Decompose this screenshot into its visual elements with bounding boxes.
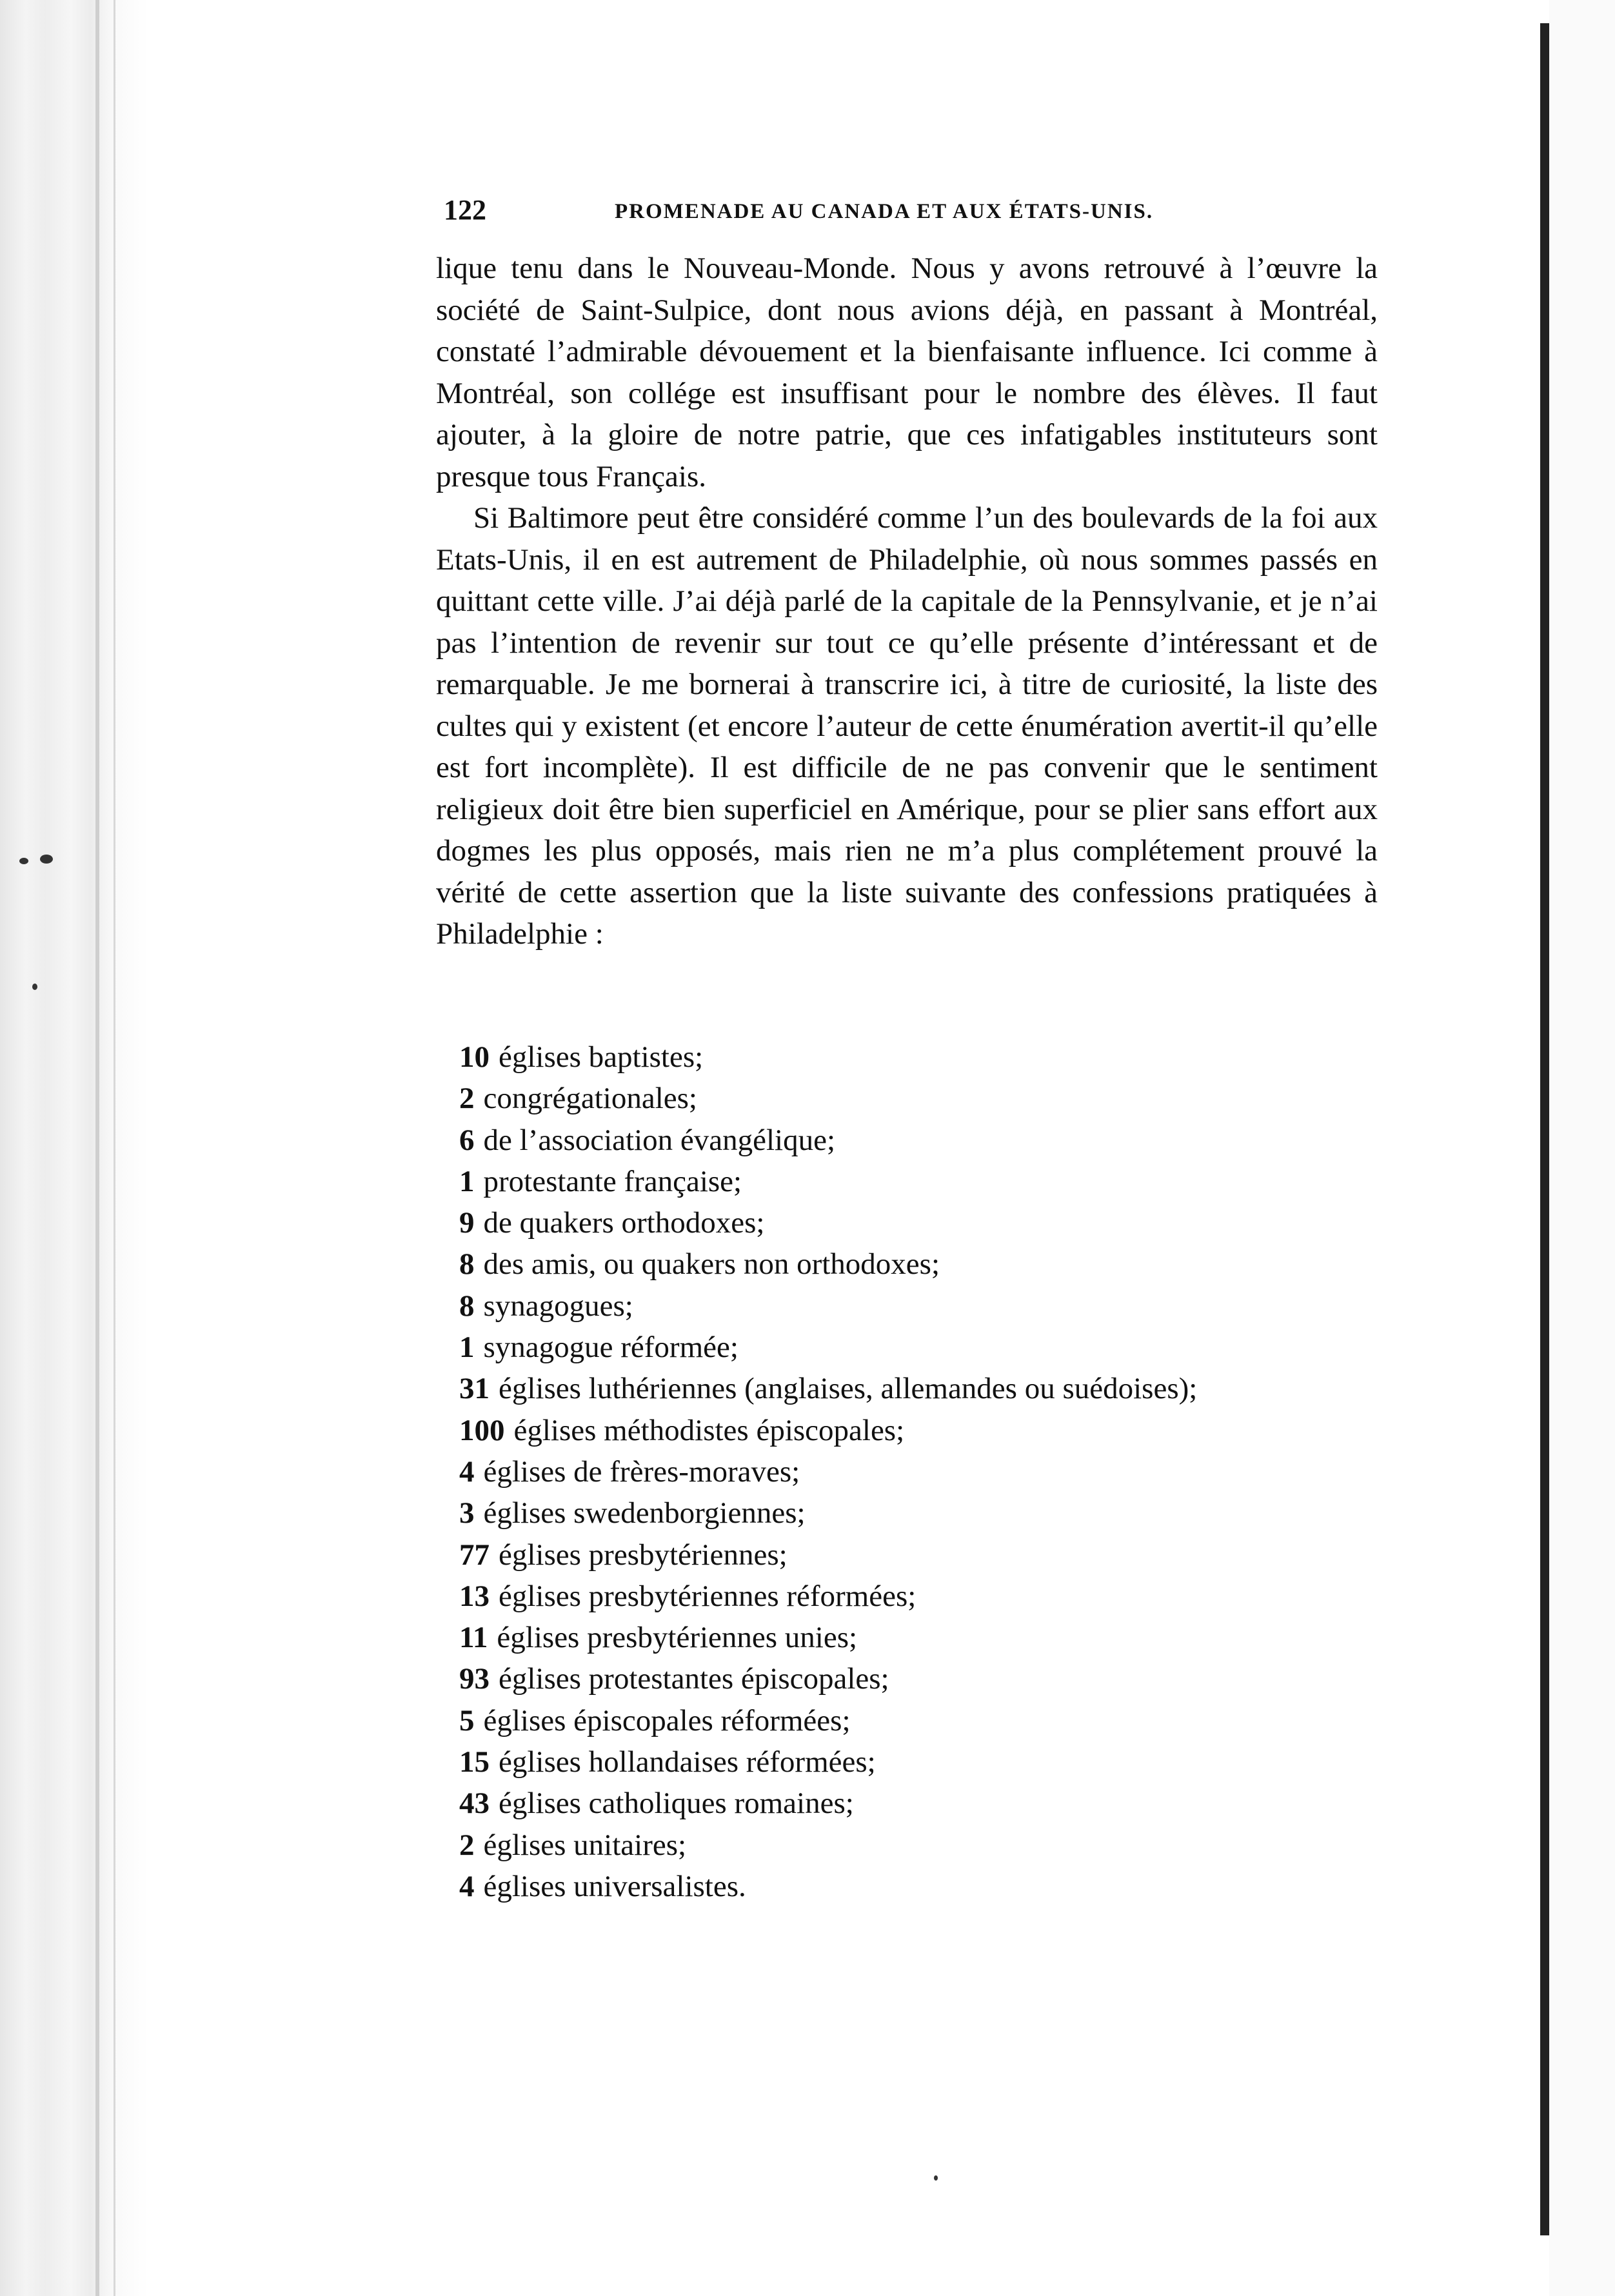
cult-count: 11 (459, 1621, 488, 1655)
cult-label: synagogue réformée; (483, 1331, 738, 1365)
cult-count: 2 (459, 1082, 475, 1116)
list-item (459, 1492, 1197, 1534)
cults-list (459, 1036, 1197, 1907)
list-item (459, 1741, 1197, 1783)
list-item (459, 1120, 1197, 1161)
list-item (459, 1700, 1197, 1741)
cult-count: 1 (459, 1331, 475, 1365)
list-item (459, 1825, 1197, 1866)
list-item (459, 1078, 1197, 1119)
cult-label: de quakers orthodoxes; (483, 1206, 765, 1240)
cult-label: églises swedenborgiennes; (483, 1496, 806, 1530)
running-title: PROMENADE AU CANADA ET AUX ÉTATS-UNIS. (615, 200, 1154, 223)
cult-count: 10 (459, 1040, 490, 1074)
list-item (459, 1327, 1197, 1368)
cult-count: 8 (459, 1289, 475, 1323)
cult-label: églises unitaires; (483, 1828, 687, 1862)
cult-count: 15 (459, 1745, 490, 1779)
cult-label: églises catholiques romaines; (499, 1786, 854, 1821)
page-number: 122 (444, 194, 486, 226)
scan-right-edge-bar (1540, 23, 1549, 2235)
body-text (436, 248, 1378, 955)
cult-count: 5 (459, 1703, 475, 1737)
list-item (459, 1285, 1197, 1327)
list-item (459, 1866, 1197, 1907)
paragraph-continued: lique tenu dans le Nouveau-Monde. Nous y avons retrouvé à l’œuvre la société de Saint-Sulpice, dont nous avions déjà, en passant à Montréal, constaté l’admirable dévouement et la bienfaisante influence. Ici comme à Montréal, son collége est insuffisant pour le nombre des élèves. Il faut ajouter, à la gloire de notre patrie, que ces infatigables instituteurs sont presque tous Français. (436, 252, 1378, 493)
scan-speck (934, 2175, 938, 2181)
list-item (459, 1243, 1197, 1285)
cult-count: 6 (459, 1123, 475, 1157)
cult-count: 100 (459, 1413, 505, 1447)
cult-label: églises luthériennes (anglaises, allemandes ou suédoises); (499, 1372, 1198, 1406)
running-head (444, 193, 1379, 232)
scan-binding-line (95, 0, 99, 2296)
cult-count: 4 (459, 1454, 475, 1489)
cult-count: 9 (459, 1206, 475, 1240)
cult-label: églises presbytériennes unies; (497, 1621, 858, 1655)
list-item (459, 1368, 1197, 1409)
cult-count: 31 (459, 1372, 490, 1406)
scan-speck (19, 858, 28, 864)
cult-label: églises épiscopales réformées; (483, 1703, 851, 1737)
list-item (459, 1534, 1197, 1576)
list-item (459, 1658, 1197, 1699)
cult-count: 77 (459, 1538, 490, 1572)
cult-label: églises baptistes; (499, 1040, 704, 1074)
list-item (459, 1202, 1197, 1243)
scan-left-gutter (0, 0, 148, 2296)
cult-label: églises méthodistes épiscopales; (513, 1413, 905, 1447)
cult-count: 13 (459, 1579, 490, 1613)
cult-count: 43 (459, 1786, 490, 1821)
list-item (459, 1161, 1197, 1202)
cult-label: synagogues; (483, 1289, 633, 1323)
scan-speck (40, 855, 53, 864)
cult-count: 8 (459, 1247, 475, 1282)
scan-binding-line (114, 0, 115, 2296)
cult-label: églises hollandaises réformées; (499, 1745, 876, 1779)
list-item (459, 1617, 1197, 1658)
cult-count: 2 (459, 1828, 475, 1862)
cult-label: églises protestantes épiscopales; (499, 1662, 889, 1696)
cult-label: congrégationales; (483, 1082, 697, 1116)
cult-count: 3 (459, 1496, 475, 1530)
list-item (459, 1783, 1197, 1824)
cult-label: églises de frères-moraves; (483, 1454, 800, 1489)
cult-label: églises presbytériennes réformées; (499, 1579, 916, 1613)
cult-label: de l’association évangélique; (483, 1123, 836, 1157)
scan-right-margin (1549, 0, 1615, 2296)
cult-label: églises presbytériennes; (499, 1538, 788, 1572)
list-item (459, 1036, 1197, 1078)
cult-count: 4 (459, 1869, 475, 1903)
cult-label: des amis, ou quakers non orthodoxes; (483, 1247, 940, 1282)
list-item (459, 1410, 1197, 1451)
cult-label: protestante française; (483, 1164, 742, 1198)
cult-label: églises universalistes. (483, 1869, 746, 1903)
cult-count: 93 (459, 1662, 490, 1696)
scan-speck (32, 984, 37, 990)
list-item (459, 1576, 1197, 1617)
list-item (459, 1451, 1197, 1492)
cult-count: 1 (459, 1164, 475, 1198)
paragraph: Si Baltimore peut être considéré comme l’un des boulevards de la foi aux Etats-Unis, il en est autrement de Philadelphie, où nous sommes passés en quittant cette ville. J’ai déjà parlé de la capitale de la Pennsylvanie, et je n’ai pas l’intention de revenir sur tout ce qu’elle présente d’intéressant et de remarquable. Je me bornerai à transcrire ici, à titre de curiosité, la liste des cultes qui y existent (et encore l’auteur de cette énumération avertit-il qu’elle est fort incomplète). Il est difficile de ne pas convenir que le sentiment religieux doit être bien superficiel en Amérique, pour se plier sans effort aux dogmes les plus opposés, mais rien ne m’a plus complétement prouvé la vérité de cette assertion que la liste suivante des confessions pratiquées à Philadelphie : (436, 501, 1378, 951)
